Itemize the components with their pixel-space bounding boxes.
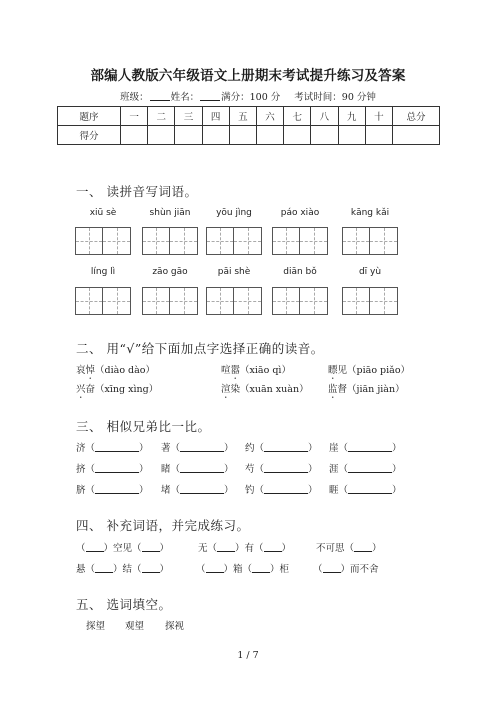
- section-2-heading: 二、 用“√”给下面加点字选择正确的读音。: [76, 341, 324, 356]
- pinyin: pāi shè: [217, 267, 251, 277]
- page-title: 部编人教版六年级语文上册期末考试提升练习及答案: [90, 68, 406, 84]
- header-cell: 总分: [393, 107, 440, 126]
- exam-time: 考试时间：90 分钟: [294, 92, 376, 103]
- word-option: 探望: [86, 621, 106, 632]
- score-cell[interactable]: [148, 126, 175, 145]
- reading-item[interactable]: 哀悼（diào dào）: [76, 365, 156, 376]
- header-cell: 三: [175, 107, 202, 126]
- char-compare-item[interactable]: 约（ ）: [245, 443, 318, 454]
- char-compare-item[interactable]: 脐（ ）: [76, 485, 149, 496]
- char-compare-item[interactable]: 睚（ ）: [329, 485, 402, 496]
- reading-item[interactable]: 渲染（xuān xuàn）: [221, 384, 309, 395]
- pinyin: yōu jìng: [216, 208, 252, 218]
- writing-box[interactable]: [206, 287, 262, 315]
- score-cell[interactable]: [202, 126, 229, 145]
- score-cell[interactable]: [393, 126, 440, 145]
- score-table-header: [58, 107, 440, 126]
- char-compare-item[interactable]: 济（ ）: [76, 443, 149, 454]
- header-cell: 六: [256, 107, 283, 126]
- class-blank[interactable]: [150, 91, 170, 101]
- reading-item[interactable]: 监督（jiān jiàn）: [328, 384, 405, 395]
- idiom-item[interactable]: （ ）空见（ ）: [76, 543, 170, 554]
- header-cell: 九: [338, 107, 365, 126]
- score-cell[interactable]: [229, 126, 256, 145]
- header-cell: 四: [202, 107, 229, 126]
- pinyin: diān bǒ: [283, 267, 317, 277]
- writing-box[interactable]: [206, 227, 262, 255]
- word-option: 探视: [165, 621, 185, 632]
- char-compare-item[interactable]: 睹（ ）: [161, 464, 234, 475]
- char-compare-item[interactable]: 著（ ）: [161, 443, 234, 454]
- writing-box[interactable]: [142, 287, 198, 315]
- header-cell: 一: [121, 107, 148, 126]
- word-option: 观望: [125, 621, 145, 632]
- writing-box[interactable]: [342, 227, 398, 255]
- page-number: 1 / 7: [237, 650, 259, 661]
- writing-box[interactable]: [342, 287, 398, 315]
- score-cell[interactable]: [311, 126, 338, 145]
- reading-item[interactable]: 兴奋（xīng xìng）: [76, 384, 159, 395]
- idiom-item[interactable]: （ ）而不舍: [313, 564, 379, 575]
- writing-box[interactable]: [75, 227, 131, 255]
- idiom-item[interactable]: 不可思（ ）: [316, 543, 382, 554]
- char-compare-item[interactable]: 崖（ ）: [329, 443, 402, 454]
- pinyin: dī yù: [358, 267, 382, 277]
- idiom-item[interactable]: 无（ ）有（ ）: [198, 543, 292, 554]
- char-compare-item[interactable]: 涯（ ）: [329, 464, 402, 475]
- idiom-item[interactable]: 悬（ ）结（ ）: [76, 564, 170, 575]
- header-cell: 八: [311, 107, 338, 126]
- score-cell[interactable]: [284, 126, 311, 145]
- reading-item[interactable]: 瞟见（piāo piǎo）: [328, 365, 411, 376]
- writing-box[interactable]: [142, 227, 198, 255]
- section-4-heading: 四、 补充词语，并完成练习。: [76, 518, 250, 533]
- section-1-heading: 一、 读拼音写词语。: [76, 184, 198, 199]
- score-table-row: [58, 126, 440, 145]
- name-blank[interactable]: [200, 91, 220, 101]
- section-5-heading: 五、 选词填空。: [76, 597, 172, 612]
- pinyin: kāng kǎi: [350, 208, 390, 218]
- writing-box[interactable]: [75, 287, 131, 315]
- header-cell: 五: [229, 107, 256, 126]
- pinyin: xiū sè: [89, 208, 117, 218]
- idiom-item[interactable]: （ ）箱（ ）柜: [196, 564, 290, 575]
- row-label: 得分: [58, 126, 121, 145]
- exam-info: [0, 89, 496, 103]
- header-cell: 七: [284, 107, 311, 126]
- score-cell[interactable]: [175, 126, 202, 145]
- char-compare-item[interactable]: 挤（ ）: [76, 464, 149, 475]
- writing-box[interactable]: [272, 287, 328, 315]
- full-score: 满分：100 分: [221, 92, 281, 103]
- header-cell: 十: [365, 107, 392, 126]
- score-cell[interactable]: [338, 126, 365, 145]
- header-cell: 题序: [58, 107, 121, 126]
- name-label: 姓名：: [170, 92, 200, 103]
- reading-item[interactable]: 喧嚣（xiāo qì）: [221, 365, 291, 376]
- writing-box[interactable]: [272, 227, 328, 255]
- char-compare-item[interactable]: 芍（ ）: [245, 464, 318, 475]
- char-compare-item[interactable]: 钓（ ）: [245, 485, 318, 496]
- score-cell[interactable]: [365, 126, 392, 145]
- score-table: [57, 106, 440, 145]
- header-cell: 二: [148, 107, 175, 126]
- char-compare-item[interactable]: 堵（ ）: [161, 485, 234, 496]
- pinyin: páo xiào: [280, 208, 320, 218]
- pinyin: líng lì: [90, 267, 116, 277]
- pinyin: zāo gāo: [152, 267, 188, 277]
- score-cell[interactable]: [256, 126, 283, 145]
- score-cell[interactable]: [121, 126, 148, 145]
- section-3-heading: 三、 相似兄弟比一比。: [76, 419, 211, 434]
- pinyin: shùn jiān: [149, 208, 191, 218]
- class-label: 班级：: [120, 92, 149, 103]
